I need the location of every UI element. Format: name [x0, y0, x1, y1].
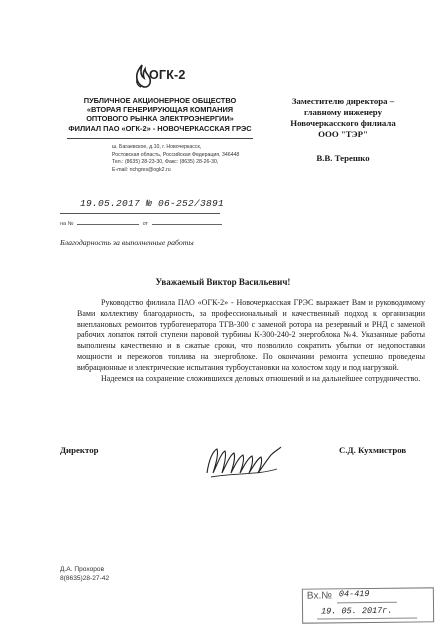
email-line: E-mail: nchgres@ogk2.ru — [112, 166, 171, 173]
recipient-line: Заместителю директора – — [291, 96, 395, 106]
signer-name: С.Д. Кухмистров — [339, 445, 407, 455]
company-name — [67, 96, 253, 133]
body-paragraph: Надеемся на сохранение сложившихся деловых отношений и на дальнейшее сотрудничество. — [101, 373, 421, 383]
address-line: ш. Багаевское, д.10, г. Новочеркасск, — [112, 144, 202, 150]
handwritten-signature — [203, 443, 285, 481]
na-label: на № — [60, 221, 74, 227]
company-logo — [133, 63, 193, 89]
company-line: ОПТОВОГО РЫНКА ЭЛЕКТРОЭНЕРГИИ» — [86, 114, 234, 124]
ot-label: от — [142, 221, 149, 227]
recipient-line: Новочеркасского филиала — [290, 118, 396, 128]
letter-subject: Благодарность за выполненные работы — [60, 238, 194, 247]
signer-title: Директор — [60, 445, 99, 455]
stamp-number: 04-419 — [338, 588, 370, 600]
letter-body — [77, 298, 425, 384]
body-paragraph: Руководство филиала ПАО «ОГК-2» - Новочеркасская ГРЭС выражает Вам и руководимому Вами коллективу благодарность, за профессиональный и качественный подход к организации внеплановых ремонтов турбогенератора ТГВ-300 с заменой ротора на резервный и РНД с заменой рабочих лопаток пятой ступени паровой турбины К-300-240-2 энергоблока №4. Указанные работы выполнены качественно и в сжатые сроки, что позволило сократить убытки от недопоставки мощности и пережогов топлива на энергоблоке. По окончании ремонта успешно проведены вибрационные и электрические испытания турбоустановки на холостом ходу и под нагрузкой. — [77, 298, 425, 372]
executor-name: Д.А. Прохоров — [60, 566, 105, 573]
branch-line: ФИЛИАЛ ПАО «ОГК-2» - НОВОЧЕРКАССКАЯ ГРЭС — [68, 123, 252, 133]
executor-info — [60, 566, 109, 583]
company-line: ПУБЛИЧНОЕ АКЦИОНЕРНОЕ ОБЩЕСТВО — [83, 96, 237, 105]
salutation: Уважаемый Виктор Васильевич! — [155, 277, 291, 287]
recipient-name: В.В. Терешко — [316, 153, 370, 163]
contacts-line: Тел.: (8635) 28-23-30, Факс: (8635) 28-26-30, — [112, 159, 219, 166]
logo-text: ОГК-2 — [149, 68, 186, 82]
stamp-date: 19. 05. 2017г. — [321, 605, 393, 617]
stamp-prefix: Вх.№ — [306, 590, 333, 602]
recipient-block — [258, 96, 428, 140]
recipient-line: главному инженеру — [304, 107, 382, 117]
recipient-line: ООО "ТЭР" — [318, 129, 368, 139]
executor-phone: 8(8635)28-27-42 — [60, 574, 110, 582]
number-underline — [60, 213, 220, 214]
address-line: Ростовская область, Российская Федерация, 346448 — [112, 151, 240, 158]
incoming-registration-stamp — [302, 587, 434, 623]
outgoing-number: 19.05.2017 № 06-252/3891 — [80, 198, 225, 209]
header-divider — [67, 138, 253, 139]
company-line: «ВТОРАЯ ГЕНЕРИРУЮЩАЯ КОМПАНИЯ — [86, 105, 234, 115]
reply-to-line — [60, 221, 222, 227]
company-address — [112, 144, 262, 174]
